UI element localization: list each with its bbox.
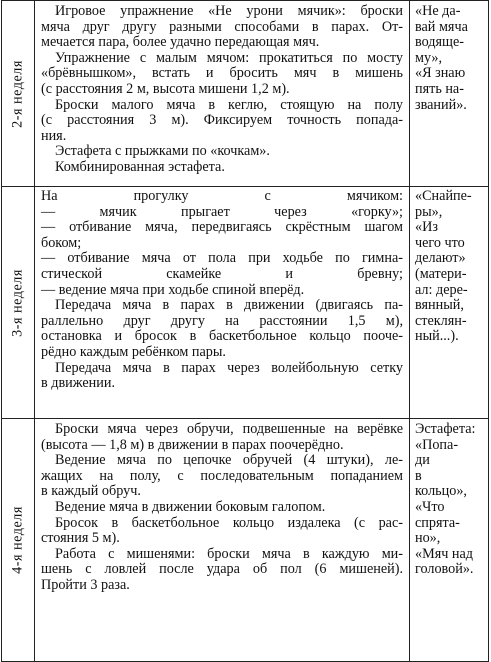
game-line: званий». [415, 96, 467, 113]
exercise-line: Эстафета с прыжками по «кочкам». [55, 143, 270, 160]
exercise-line: в движении. [41, 375, 115, 392]
exercise-paragraph [41, 144, 403, 160]
game-line: «Что [415, 498, 445, 515]
exercise-line: боком; [41, 234, 82, 251]
game-line: «Попа- [415, 436, 459, 453]
game-line: но», [415, 530, 441, 547]
game-line: «Мяч над [415, 545, 474, 562]
exercise-line: Передача мяча в парах через волейбольную сетку [55, 359, 403, 376]
exercise-paragraph [41, 516, 403, 547]
week-cell [2, 1, 35, 187]
week-cell [2, 187, 35, 419]
table-row [2, 187, 489, 419]
exercise-paragraph [41, 500, 403, 516]
game-line: му», [415, 49, 443, 66]
game-line: «Не да- [415, 3, 461, 19]
table-row [2, 419, 489, 662]
activity-table [1, 0, 489, 662]
exercises-cell [35, 419, 410, 662]
game-line: делают» [415, 250, 466, 267]
exercise-line: «брёвнышком», встать и бросить мяч в мишень [41, 65, 403, 82]
exercise-line: Упражнение с малым мячом: прокатиться по мосту [55, 49, 403, 66]
exercise-line: шень с ловлей после удара об пол (6 мишеней). [41, 561, 403, 578]
exercise-line: — мячик прыгает через «горку»; [41, 203, 403, 220]
exercise-paragraph [41, 361, 403, 392]
exercise-line: (с расстояния 2 м, высота мишени 1,2 м). [41, 80, 290, 97]
exercise-line: На прогулку с мячиком: [41, 188, 403, 204]
exercise-line: Броски малого мяча в кеглю, стоящую на полу [55, 96, 403, 113]
exercise-line: Комбинированная эстафета. [55, 158, 225, 175]
exercise-line: Бросок в баскетбольное кольцо издалека (с рас- [55, 514, 403, 531]
exercise-line: (высота — 1,8 м) в движении в парах поочерёдно. [41, 436, 344, 453]
exercise-line: — ведение мяча при ходьбе спиной вперёд. [41, 281, 305, 298]
exercise-line: раллельно друг другу на расстоянии 1,5 м), [41, 312, 403, 329]
exercise-paragraph [41, 51, 403, 98]
exercise-line: Пройти 3 раза. [41, 576, 130, 593]
exercise-paragraph [41, 298, 403, 360]
game-line: Эстафета: [415, 421, 476, 437]
exercise-paragraph [41, 160, 403, 176]
game-line: «Из [415, 219, 438, 236]
game-line: ал: дере- [415, 281, 468, 298]
week-label: 2-я неделя [9, 59, 26, 128]
table-row [2, 1, 489, 187]
game-line: ди [415, 452, 430, 469]
exercise-line: мечается пара, более удачно передающая мяч. [41, 34, 320, 51]
exercise-paragraph [41, 189, 403, 298]
week-label: 3-я неделя [9, 268, 26, 337]
exercise-paragraph [41, 4, 403, 51]
exercises-cell [35, 187, 410, 419]
game-line: спрята- [415, 514, 460, 531]
exercise-line: Передача мяча в парах в движении (двигаясь па- [55, 297, 403, 314]
week-cell [2, 419, 35, 662]
game-line: водяще- [415, 34, 464, 51]
game-line: вай мяча [415, 18, 468, 35]
exercise-paragraph [41, 98, 403, 145]
exercise-paragraph [41, 547, 403, 594]
exercise-line: Игровое упражнение «Не урони мячик»: броски [55, 3, 403, 19]
exercise-line: стической скамейке и бревну; [41, 265, 403, 282]
games-cell [410, 419, 489, 662]
exercise-line: Ведение мяча по цепочке обручей (4 штуки), ле- [55, 452, 403, 469]
exercise-line: рёдно каждым ребёнком пары. [41, 343, 226, 360]
exercise-line: Ведение мяча в движении боковым галопом. [55, 498, 326, 515]
game-line: «Снайпе- [415, 188, 472, 204]
exercise-line: — отбивание мяча от пола при ходьбе по гимна- [41, 250, 403, 267]
exercise-line: ния. [41, 127, 67, 144]
exercise-paragraph [41, 422, 403, 453]
exercise-line: жащих на полу, с последовательным попаданием [41, 467, 403, 484]
game-line: вянный, [415, 297, 464, 314]
game-line: стеклян- [415, 312, 467, 329]
game-line: чего что [415, 234, 465, 251]
exercise-line: — отбивание мяча, передвигаясь скрёстным шагом [41, 219, 403, 236]
week-label: 4-я неделя [9, 506, 26, 574]
game-line: головой». [415, 561, 474, 578]
game-line: (матери- [415, 265, 467, 282]
games-cell [410, 1, 489, 187]
game-line: ный...). [415, 328, 459, 345]
games-cell [410, 187, 489, 419]
exercise-line: в каждый обруч. [41, 483, 141, 500]
exercise-line: остановка и бросок в баскетбольное кольцо пооче- [41, 328, 403, 345]
game-line: кольцо», [415, 483, 467, 500]
exercise-line: мяча друг другу разными способами в парах. От- [41, 18, 403, 35]
game-line: «Я знаю [415, 65, 466, 82]
exercise-line: Броски мяча через обручи, подвешенные на верёвке [55, 421, 403, 437]
game-line: пять на- [415, 80, 464, 97]
game-line: в [415, 467, 422, 484]
exercise-line: Работа с мишенями: броски мяча в каждую ми- [55, 545, 403, 562]
exercise-line: (с расстояния 3 м). Фиксируем точность попада- [41, 112, 403, 129]
exercises-cell [35, 1, 410, 187]
exercise-paragraph [41, 453, 403, 500]
game-line: ры», [415, 203, 443, 220]
exercise-line: стояния 5 м). [41, 530, 120, 547]
